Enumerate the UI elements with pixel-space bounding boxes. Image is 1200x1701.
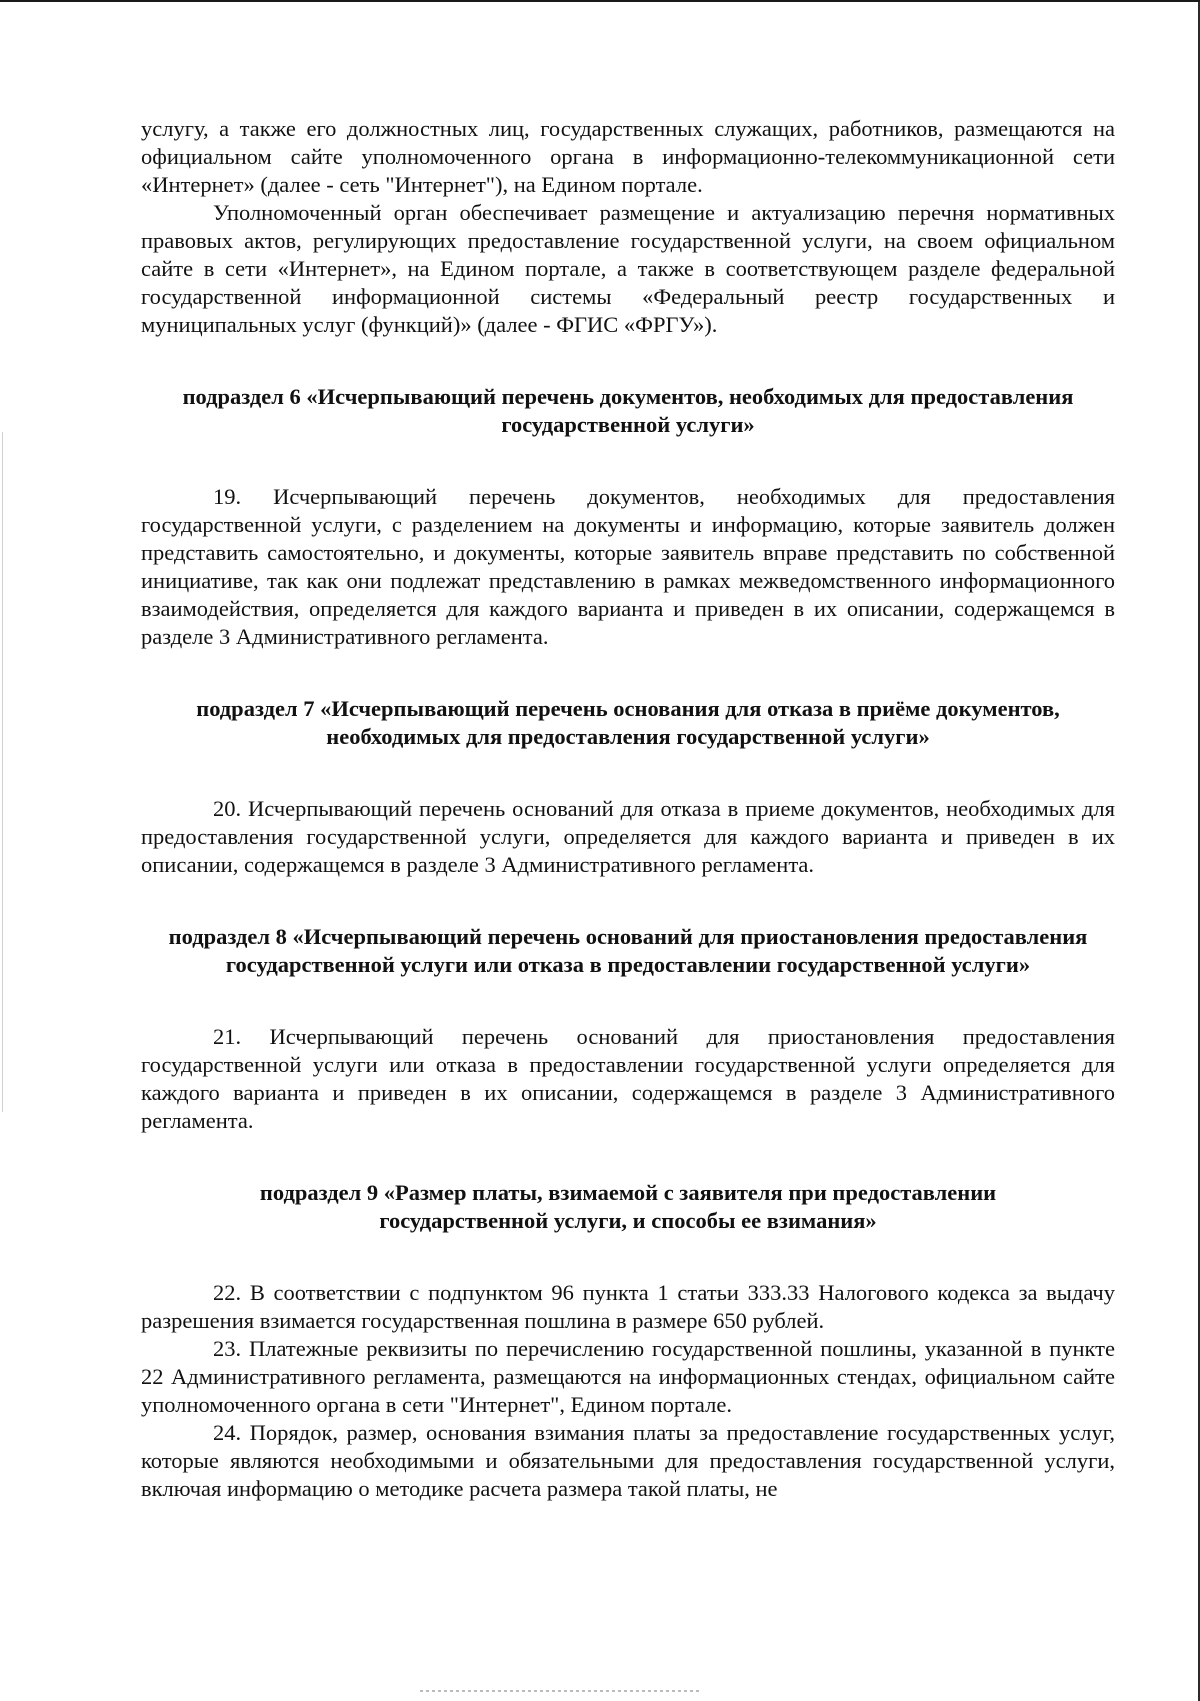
heading-subsection-7: подраздел 7 «Исчерпывающий перечень основания для отказа в приёме документов, необходимых для предоставления государственной услуги» <box>196 696 1060 749</box>
paragraph-intro-continuation: услугу, а также его должностных лиц, государственных служащих, работников, размещаются на официальном сайте уполномоченного органа в информационно-телекоммуникационной сети «Интернет» (далее - сеть "Интернет"), на Едином портале. <box>141 116 1115 197</box>
paragraph-24: 24. Порядок, размер, основания взимания платы за предоставление государственных услуг, которые являются необходимыми и обязательными для предоставления государственной услуги, включая информацию о методике расчета размера такой платы, не <box>141 1420 1115 1501</box>
heading-subsection-8: подраздел 8 «Исчерпывающий перечень оснований для приостановления предоставления государственной услуги или отказа в предоставлении государственной услуги» <box>168 924 1088 977</box>
paragraph-20: 20. Исчерпывающий перечень оснований для отказа в приеме документов, необходимых для предоставления государственной услуги, определяется для каждого варианта и приведен в их описании, содержащемся в разделе 3 Административного регламента. <box>141 796 1115 877</box>
heading-subsection-6: подраздел 6 «Исчерпывающий перечень документов, необходимых для предоставления государственной услуги» <box>182 384 1074 437</box>
document-body <box>141 115 1115 1503</box>
scan-edge-left <box>2 432 3 1112</box>
heading-subsection-9: подраздел 9 «Размер платы, взимаемой с заявителя при предоставлении государственной услуги, и способы ее взимания» <box>259 1180 997 1233</box>
paragraph-authority: Уполномоченный орган обеспечивает размещение и актуализацию перечня нормативных правовых актов, регулирующих предоставление государственной услуги, на своем официальном сайте в сети «Интернет», на Едином портале, а также в соответствующем разделе федеральной государственной информационной системы «Федеральный реестр государственных и муниципальных услуг (функций)» (далее - ФГИС «ФРГУ»). <box>141 200 1115 337</box>
paragraph-23: 23. Платежные реквизиты по перечислению государственной пошлины, указанной в пункте 22 Административного регламента, размещаются на информационных стендах, официальном сайте уполномоченного органа в сети "Интернет", Едином портале. <box>141 1336 1115 1417</box>
paragraph-19: 19. Исчерпывающий перечень документов, необходимых для предоставления государственной услуги, с разделением на документы и информацию, которые заявитель должен представить самостоятельно, и документы, которые заявитель вправе представить по собственной инициативе, так как они подлежат представлению в рамках межведомственного информационного взаимодействия, определяется для каждого варианта и приведен в их описании, содержащемся в разделе 3 Административного регламента. <box>141 484 1115 649</box>
paragraph-22: 22. В соответствии с подпунктом 96 пункта 1 статьи 333.33 Налогового кодекса за выдачу разрешения взимается государственная пошлина в размере 650 рублей. <box>141 1280 1115 1333</box>
paragraph-21: 21. Исчерпывающий перечень оснований для приостановления предоставления государственной услуги или отказа в предоставлении государственной услуги определяется для каждого варианта и приведен в их описании, содержащемся в разделе 3 Административного регламента. <box>141 1024 1115 1133</box>
scan-artifact-bottom <box>420 1690 700 1692</box>
